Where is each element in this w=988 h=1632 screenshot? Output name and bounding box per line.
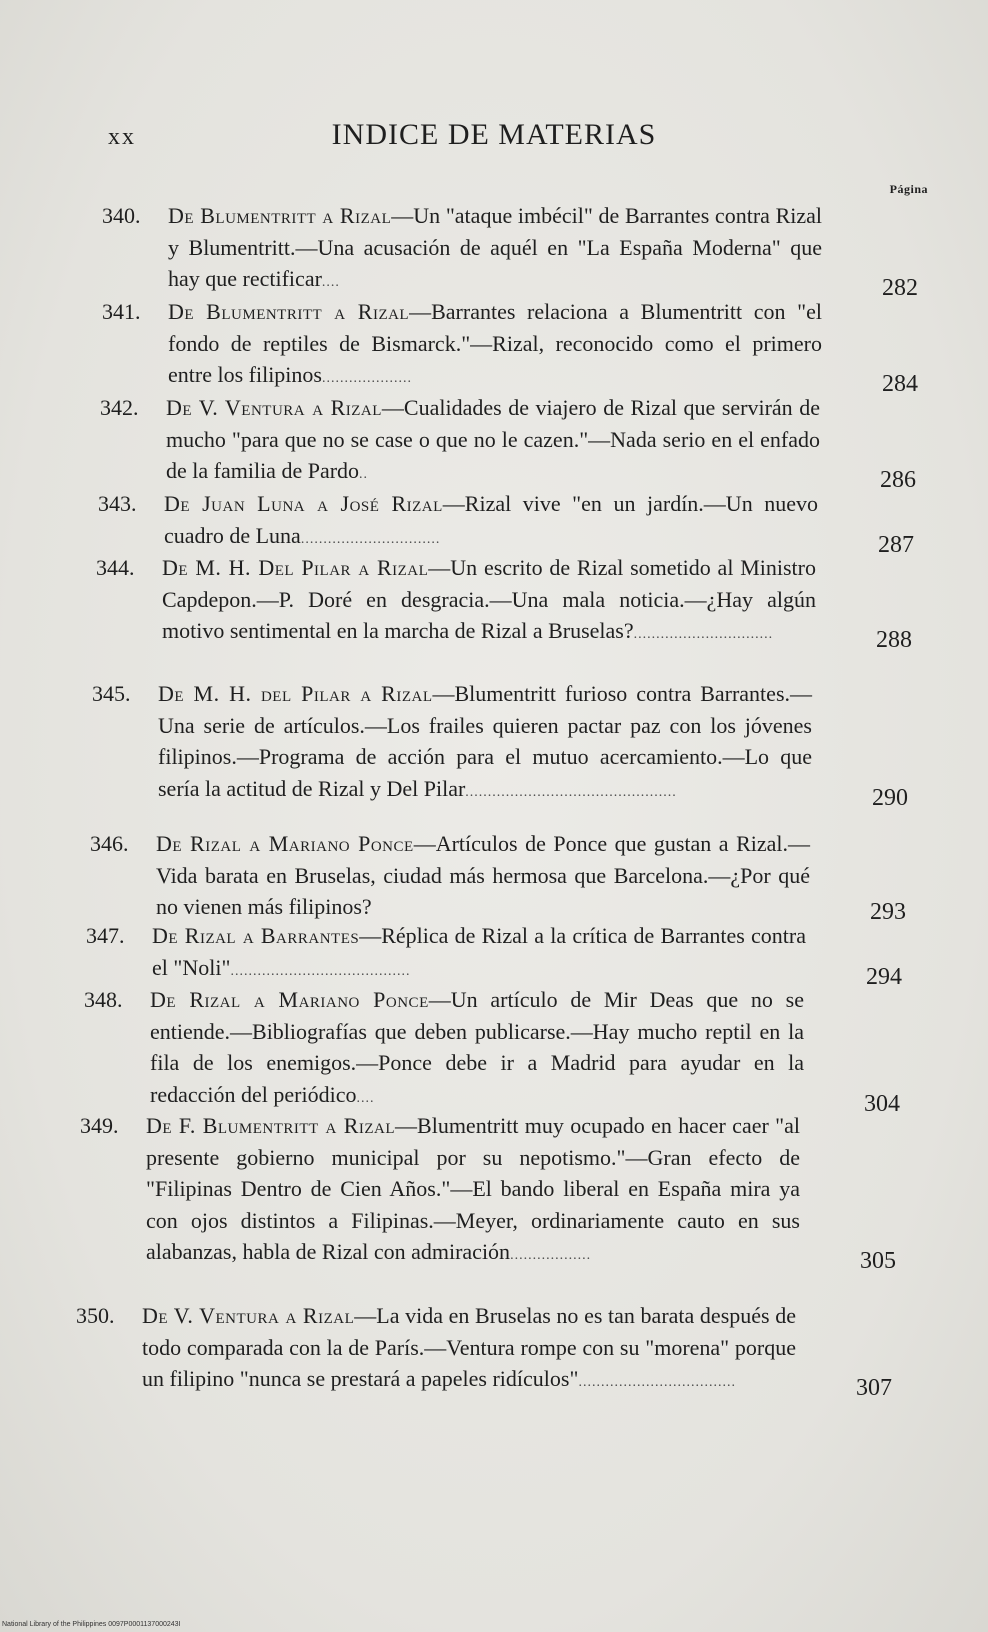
entry-correspondents: De Rizal a Barrantes bbox=[152, 923, 360, 948]
entry-number: 347. bbox=[86, 923, 125, 948]
entry-number: 342. bbox=[100, 395, 139, 420]
entry-body bbox=[158, 678, 812, 808]
index-entry bbox=[86, 920, 902, 990]
entry-number: 341. bbox=[102, 299, 141, 324]
entry-page-number: 287 bbox=[878, 531, 914, 558]
dot-leader: .................. bbox=[510, 1248, 592, 1263]
entry-body bbox=[150, 984, 804, 1114]
entry-number: 350. bbox=[76, 1303, 115, 1328]
index-entry bbox=[80, 1110, 896, 1274]
entry-summary: —Rizal vive "en un jardín.—Un nuevo cuadro de Luna bbox=[164, 491, 818, 548]
entry-summary: —Artículos de Ponce que gustan a Rizal.—Vida barata en Bruselas, ciudad más hermosa que Barcelona.—¿Por qué no vienen más filipinos? bbox=[156, 831, 810, 919]
entry-body bbox=[168, 200, 822, 299]
entry-correspondents: De Rizal a Mariano Ponce bbox=[156, 831, 414, 856]
entry-correspondents: De M. H. del Pilar a Rizal bbox=[158, 681, 433, 706]
dot-leader: .... bbox=[356, 1090, 375, 1106]
entry-correspondents: De F. Blumentritt a Rizal bbox=[146, 1113, 396, 1138]
entry-number: 344. bbox=[96, 555, 135, 580]
entry-correspondents: De Juan Luna a José Rizal bbox=[164, 491, 443, 516]
entry-number: 345. bbox=[92, 681, 131, 706]
entry-correspondents: De Blumentritt a Rizal bbox=[168, 299, 410, 324]
dot-leader: .................... bbox=[321, 371, 412, 386]
page-number: xx bbox=[108, 124, 136, 150]
entry-body bbox=[168, 296, 822, 395]
dot-leader: .... bbox=[321, 275, 340, 290]
scan-footer: National Library of the Philippines 0097P0001137000243I bbox=[2, 1621, 181, 1628]
dot-leader: ............................... bbox=[633, 627, 774, 642]
entry-correspondents: De V. Ventura a Rizal bbox=[142, 1303, 355, 1328]
entry-page-number: 284 bbox=[882, 371, 918, 397]
entry-page-number: 290 bbox=[872, 784, 908, 811]
entry-body bbox=[164, 488, 818, 555]
index-entry bbox=[96, 552, 912, 653]
entry-correspondents: De Blumentritt a Rizal bbox=[168, 203, 392, 228]
entry-number: 348. bbox=[84, 987, 123, 1012]
dot-leader: .. bbox=[359, 467, 369, 482]
entry-correspondents: De M. H. Del Pilar a Rizal bbox=[162, 555, 429, 580]
entry-summary: —Blumentritt furioso contra Barrantes.—Una serie de artículos.—Los frailes quieren pactar paz con los jóvenes filipinos.—Programa de acción para el mutuo acercamiento.—Lo que sería la actitud de Rizal y Del Pilar bbox=[158, 681, 813, 801]
entry-body bbox=[152, 920, 806, 987]
dot-leader: ................................... bbox=[578, 1375, 736, 1390]
dot-leader: ............................... bbox=[300, 531, 441, 547]
entry-page-number: 293 bbox=[870, 899, 906, 925]
entry-page-number: 294 bbox=[866, 963, 902, 990]
entry-page-number: 288 bbox=[876, 627, 912, 653]
entry-summary: —Cualidades de viajero de Rizal que servirán de mucho "para que no se case o que no le cazen."—Nada serio en el enfado de la familia de Pardo bbox=[166, 395, 820, 483]
dot-leader: ............................................... bbox=[465, 784, 677, 800]
entry-correspondents: De Rizal a Mariano Ponce bbox=[150, 987, 429, 1012]
entry-number: 343. bbox=[98, 491, 137, 516]
index-entry bbox=[102, 200, 918, 301]
entry-body bbox=[162, 552, 816, 651]
entry-summary: —Un escrito de Rizal sometido al Ministro Capdepon.—P. Doré en desgracia.—Una mala noticia.—¿Hay algún motivo sentimental en la marcha de Rizal a Bruselas? bbox=[162, 555, 816, 643]
entry-page-number: 307 bbox=[856, 1375, 892, 1401]
entry-page-number: 304 bbox=[864, 1090, 900, 1117]
entry-summary: —Réplica de Rizal a la crítica de Barrantes contra el "Noli" bbox=[152, 923, 806, 980]
index-entry bbox=[100, 392, 916, 493]
entry-summary: —Blumentritt muy ocupado en hacer caer "al presente gobierno municipal por su nepotismo."—Gran efecto de "Filipinas Dentro de Cien Años."—El bando liberal en España mira ya con ojos distintos a Filipinas.—Meyer, ordinariamente cauto en sus alabanzas, habla de Rizal con admiración bbox=[146, 1113, 800, 1264]
entry-summary: —Un artículo de Mir Deas que no se entiende.—Bibliografías que deben publicarse.—Hay mucho reptil en la fila de los enemigos.—Ponce debe ir a Madrid para ayudar en la redacción del periódico bbox=[150, 987, 804, 1107]
index-entry bbox=[102, 296, 918, 397]
index-entry bbox=[76, 1300, 892, 1401]
entry-body bbox=[166, 392, 820, 491]
page-title: INDICE DE MATERIAS bbox=[331, 118, 657, 151]
dot-leader: ........................................ bbox=[230, 963, 411, 979]
index-entry bbox=[90, 828, 906, 925]
index-entry bbox=[98, 488, 914, 558]
entry-summary: —Un "ataque imbécil" de Barrantes contra Rizal y Blumentritt.—Una acusación de aquél en "La España Moderna" que hay que rectificar bbox=[168, 203, 823, 291]
entry-summary: —La vida en Bruselas no es tan barata después de todo comparada con la de París.—Ventura rompe con su "morena" porque un filipino "nunca se prestará a papeles ridículos" bbox=[142, 1303, 796, 1391]
page-column-label: Página bbox=[889, 182, 928, 196]
entry-body bbox=[156, 828, 810, 923]
entry-number: 340. bbox=[102, 203, 141, 228]
entry-body bbox=[146, 1110, 800, 1272]
index-entry bbox=[92, 678, 908, 811]
entry-page-number: 282 bbox=[882, 275, 918, 301]
entry-number: 346. bbox=[90, 831, 129, 856]
entry-correspondents: De V. Ventura a Rizal bbox=[166, 395, 382, 420]
entry-page-number: 286 bbox=[880, 467, 916, 493]
index-entry bbox=[84, 984, 900, 1117]
entry-body bbox=[142, 1300, 796, 1399]
entry-page-number: 305 bbox=[860, 1248, 896, 1274]
entry-summary: —Barrantes relaciona a Blumentritt con "el fondo de reptiles de Bismarck."—Rizal, reconocido como el primero entre los filipinos bbox=[168, 299, 823, 387]
entry-number: 349. bbox=[80, 1113, 119, 1138]
